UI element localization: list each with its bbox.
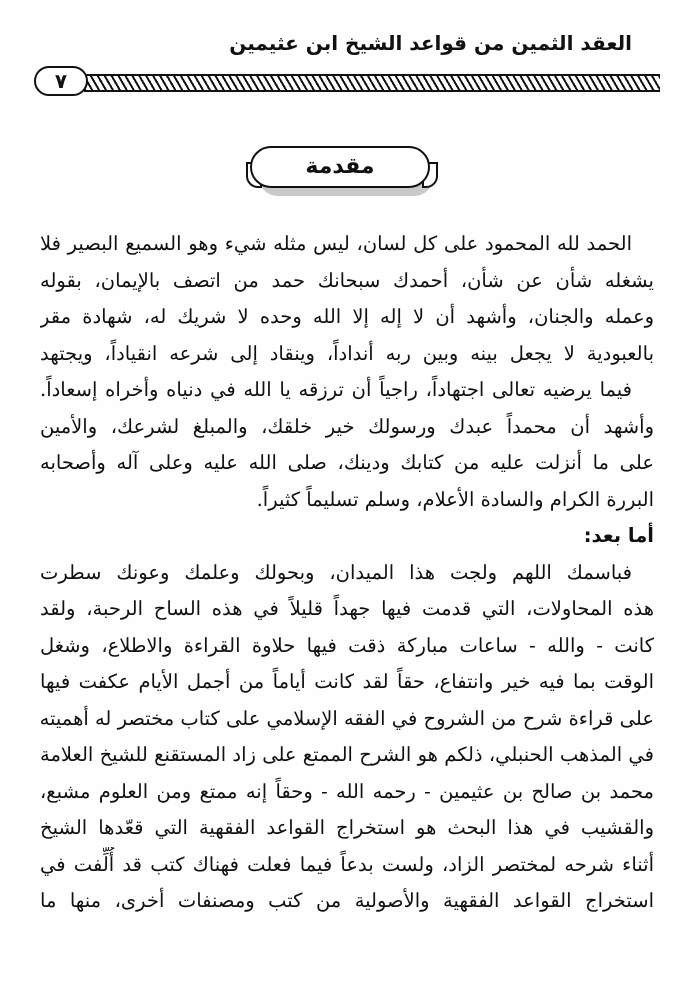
body-line: هذه المحاولات، التي قدمت فيها جهداً قليلاً في هذه الساح الرحبة، ولقد xyxy=(40,597,654,620)
body-line: أثناء شرحه لمختصر الزاد، ولست بدعاً فيما فعلت فهناك كتب قد أُلِّفت في xyxy=(40,852,654,876)
body-line: بالعبودية لا يجعل بينه وبين ربه أنداداً، وينقاد إلى شرعه انقياداً، ويجتهد xyxy=(40,341,654,365)
body-line: فباسمك اللهم ولجت هذا الميدان، وبحولك وعلمك وعونك سطرت xyxy=(40,560,632,584)
body-line: فيما يرضيه تعالى اجتهاداً، راجياً أن ترزقه يا الله في دنياه وأخراه إسعاداً. xyxy=(40,378,632,401)
body-line: على قراءة شرح من الشروح في الفقه الإسلامي على كتاب مختصر له أهميته xyxy=(40,706,654,730)
page-number: ٧ xyxy=(34,66,88,96)
hatched-rule xyxy=(84,74,660,92)
body-line: الحمد لله المحمود على كل لسان، ليس مثله شيء وهو السميع البصير فلا xyxy=(40,232,632,255)
subheading: أما بعد: xyxy=(583,524,654,547)
body-line: وأشهد أن محمداً عبدك ورسولك خير خلقك، والمبلغ لشرعك، والأمين xyxy=(40,414,654,438)
body-line: وعمله والجنان، وأشهد أن لا إله إلا الله وحده لا شريك له، شهادة مقر xyxy=(40,305,654,328)
header-rule xyxy=(34,66,660,96)
body-line: في المذهب الحنبلي، ذلكم هو الشرح الممتع على زاد المستقنع للشيخ العلامة xyxy=(40,743,654,766)
body-line: البررة الكرام والسادة الأعلام، وسلم تسليماً كثيراً. xyxy=(256,487,654,511)
body-line: محمد بن صالح بن عثيمين - رحمه الله - وحقاً إنه ممتع ومن العلوم مشبع، xyxy=(40,779,654,803)
body-line: استخراج القواعد الفقهية والأصولية من كتب ومصنفات أخرى، منها ما xyxy=(40,889,654,912)
body-line: والقشيب في هذا البحث هو استخراج القواعد الفقهية التي قعّدها الشيخ xyxy=(40,816,654,839)
body-line: كانت - والله - ساعات مباركة ذقت فيها حلاوة القراءة والاطلاع، وشغل xyxy=(40,633,654,657)
body-line: يشغله شأن عن شأن، أحمدك سبحانك حمد من اتصف بالإيمان، بقوله xyxy=(40,268,654,292)
section-title-banner xyxy=(246,142,446,202)
section-title: مقدمة xyxy=(250,146,430,188)
body-line: على ما أنزلت عليه من كتابك ودينك، صلى الله عليه وعلى آله وأصحابه xyxy=(40,451,654,474)
running-title: العقد الثمين من قواعد الشيخ ابن عثيمين xyxy=(229,31,632,55)
body-text xyxy=(40,226,654,920)
body-line: الوقت بما فيه خير وانتفاع، حقاً لقد كانت أياماً من أجمل الأيام عكفت فيها xyxy=(40,670,654,693)
